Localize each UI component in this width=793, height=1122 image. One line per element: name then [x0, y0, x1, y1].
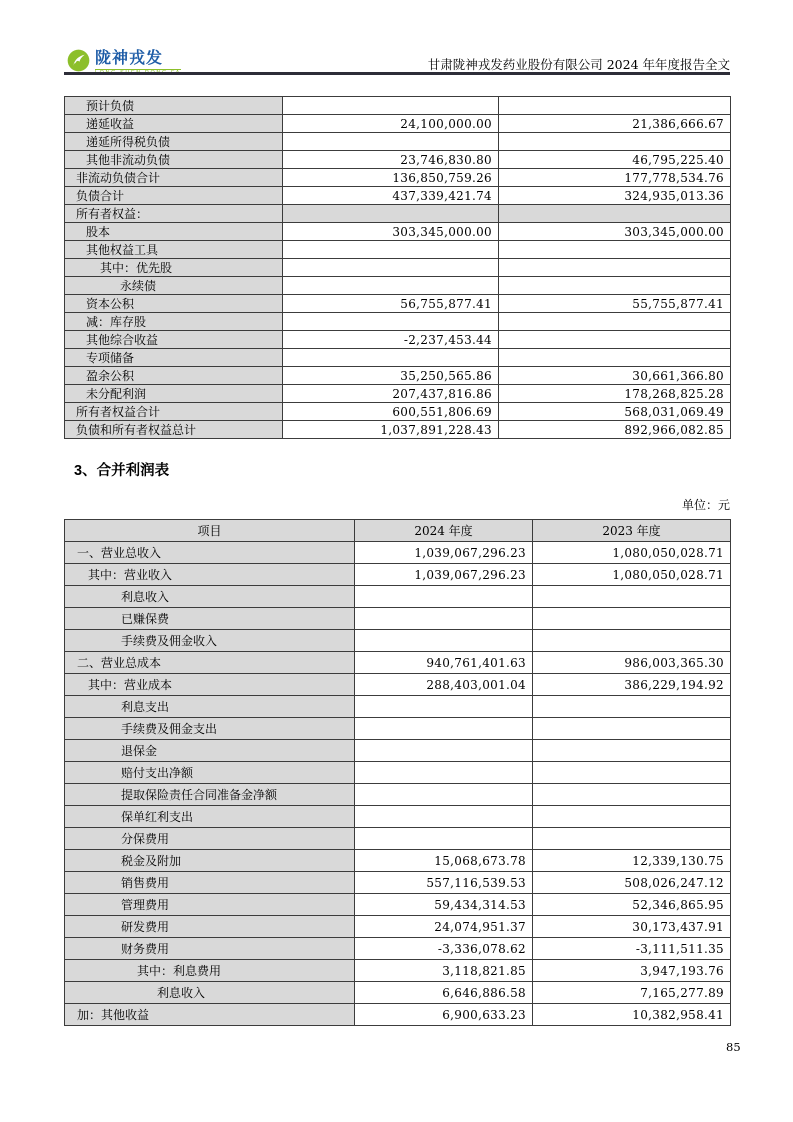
- unit-label: 单位：元: [681, 498, 730, 512]
- value-2023: 12,339,130.75: [533, 850, 731, 872]
- value-2023: 386,229,194.92: [533, 674, 731, 696]
- value-2023: [533, 828, 731, 850]
- row-label: 其中：营业成本: [65, 674, 355, 696]
- value-prior: [499, 277, 731, 295]
- table-row: [65, 696, 731, 718]
- value-prior: 21,386,666.67: [499, 115, 731, 133]
- row-label: 负债和所有者权益总计: [65, 421, 283, 439]
- value-current: 136,850,759.26: [283, 169, 499, 187]
- value-prior: [499, 97, 731, 115]
- table-row: [65, 828, 731, 850]
- value-prior: 892,966,082.85: [499, 421, 731, 439]
- value-2023: 1,080,050,028.71: [533, 542, 731, 564]
- value-2024: 557,116,539.53: [355, 872, 533, 894]
- value-2023: [533, 586, 731, 608]
- value-2024: 59,434,314.53: [355, 894, 533, 916]
- value-2023: 10,382,958.41: [533, 1004, 731, 1026]
- table-row: [65, 331, 731, 349]
- value-prior: 324,935,013.36: [499, 187, 731, 205]
- value-2023: 3,947,193.76: [533, 960, 731, 982]
- value-current: -2,237,453.44: [283, 331, 499, 349]
- value-2024: [355, 784, 533, 806]
- value-2023: [533, 630, 731, 652]
- column-header: 2023 年度: [533, 520, 731, 542]
- value-2023: 986,003,365.30: [533, 652, 731, 674]
- value-2024: [355, 696, 533, 718]
- table-row: [65, 806, 731, 828]
- row-label: 资本公积: [65, 295, 283, 313]
- logo-company-name: 陇神戎发: [95, 50, 164, 67]
- table-row: [65, 960, 731, 982]
- value-prior: [499, 133, 731, 151]
- column-header: 项目: [65, 520, 355, 542]
- row-label: 非流动负债合计: [65, 169, 283, 187]
- row-label: 税金及附加: [65, 850, 355, 872]
- value-prior: 568,031,069.49: [499, 403, 731, 421]
- value-prior: 177,778,534.76: [499, 169, 731, 187]
- row-label: 利息收入: [65, 982, 355, 1004]
- table-row: [65, 1004, 731, 1026]
- row-label: 退保金: [65, 740, 355, 762]
- row-label: 手续费及佣金收入: [65, 630, 355, 652]
- row-label: 专项储备: [65, 349, 283, 367]
- value-2023: [533, 608, 731, 630]
- row-label: 其中：优先股: [65, 259, 283, 277]
- value-current: [283, 241, 499, 259]
- value-prior: [499, 205, 731, 223]
- row-label: 所有者权益：: [65, 205, 283, 223]
- value-prior: [499, 331, 731, 349]
- table-row: [65, 241, 731, 259]
- row-label: 利息收入: [65, 586, 355, 608]
- row-label: 递延收益: [65, 115, 283, 133]
- table-row: [65, 850, 731, 872]
- row-label: 盈余公积: [65, 367, 283, 385]
- value-current: [283, 205, 499, 223]
- value-2023: [533, 740, 731, 762]
- table-header-row: [65, 520, 731, 542]
- value-2024: 24,074,951.37: [355, 916, 533, 938]
- table-row: [65, 169, 731, 187]
- table-row: [65, 894, 731, 916]
- table-row: [65, 608, 731, 630]
- table-row: [65, 403, 731, 421]
- logo-bird-icon: [67, 49, 90, 72]
- row-label: 其他权益工具: [65, 241, 283, 259]
- value-2024: 1,039,067,296.23: [355, 542, 533, 564]
- value-2024: 6,646,886.58: [355, 982, 533, 1004]
- value-current: 35,250,565.86: [283, 367, 499, 385]
- balance-sheet-table: [64, 96, 731, 439]
- table-row: [65, 97, 731, 115]
- value-current: [283, 277, 499, 295]
- value-current: [283, 133, 499, 151]
- value-current: 207,437,816.86: [283, 385, 499, 403]
- value-2024: [355, 806, 533, 828]
- table-row: [65, 630, 731, 652]
- value-2024: 15,068,673.78: [355, 850, 533, 872]
- table-row: [65, 982, 731, 1004]
- value-2024: 1,039,067,296.23: [355, 564, 533, 586]
- value-2024: 6,900,633.23: [355, 1004, 533, 1026]
- table-row: [65, 313, 731, 331]
- table-row: [65, 115, 731, 133]
- value-current: 1,037,891,228.43: [283, 421, 499, 439]
- row-label: 递延所得税负债: [65, 133, 283, 151]
- value-2023: [533, 762, 731, 784]
- row-label: 其他综合收益: [65, 331, 283, 349]
- value-current: [283, 97, 499, 115]
- value-2024: 940,761,401.63: [355, 652, 533, 674]
- row-label: 所有者权益合计: [65, 403, 283, 421]
- row-label: 研发费用: [65, 916, 355, 938]
- table-row: [65, 872, 731, 894]
- table-row: [65, 223, 731, 241]
- value-prior: 30,661,366.80: [499, 367, 731, 385]
- value-current: 303,345,000.00: [283, 223, 499, 241]
- value-2023: 30,173,437.91: [533, 916, 731, 938]
- table-row: [65, 674, 731, 696]
- table-row: [65, 385, 731, 403]
- value-2024: [355, 718, 533, 740]
- income-statement-heading: 3、合并利润表: [74, 463, 170, 479]
- value-2023: -3,111,511.35: [533, 938, 731, 960]
- value-current: 56,755,877.41: [283, 295, 499, 313]
- table-row: [65, 187, 731, 205]
- table-row: [65, 367, 731, 385]
- table-row: [65, 421, 731, 439]
- row-label: 管理费用: [65, 894, 355, 916]
- value-prior: 46,795,225.40: [499, 151, 731, 169]
- row-label: 销售费用: [65, 872, 355, 894]
- row-label: 减：库存股: [65, 313, 283, 331]
- row-label: 其中：利息费用: [65, 960, 355, 982]
- row-label: 提取保险责任合同准备金净额: [65, 784, 355, 806]
- value-prior: [499, 313, 731, 331]
- row-label: 股本: [65, 223, 283, 241]
- value-2024: [355, 586, 533, 608]
- value-2023: [533, 718, 731, 740]
- row-label: 分保费用: [65, 828, 355, 850]
- row-label: 二、营业总成本: [65, 652, 355, 674]
- value-2023: 52,346,865.95: [533, 894, 731, 916]
- value-current: 437,339,421.74: [283, 187, 499, 205]
- table-row: [65, 205, 731, 223]
- value-prior: 55,755,877.41: [499, 295, 731, 313]
- value-prior: [499, 241, 731, 259]
- row-label: 未分配利润: [65, 385, 283, 403]
- table-row: [65, 133, 731, 151]
- value-prior: 303,345,000.00: [499, 223, 731, 241]
- value-2024: 3,118,821.85: [355, 960, 533, 982]
- row-label: 保单红利支出: [65, 806, 355, 828]
- table-row: [65, 916, 731, 938]
- row-label: 利息支出: [65, 696, 355, 718]
- table-row: [65, 564, 731, 586]
- value-current: 24,100,000.00: [283, 115, 499, 133]
- table-row: [65, 718, 731, 740]
- table-row: [65, 151, 731, 169]
- value-prior: [499, 349, 731, 367]
- column-header: 2024 年度: [355, 520, 533, 542]
- value-current: [283, 313, 499, 331]
- table-row: [65, 295, 731, 313]
- value-2023: [533, 784, 731, 806]
- table-row: [65, 349, 731, 367]
- row-label: 一、营业总收入: [65, 542, 355, 564]
- table-row: [65, 652, 731, 674]
- value-current: 600,551,806.69: [283, 403, 499, 421]
- value-2024: [355, 762, 533, 784]
- value-2023: [533, 696, 731, 718]
- value-2024: -3,336,078.62: [355, 938, 533, 960]
- row-label: 已赚保费: [65, 608, 355, 630]
- value-current: [283, 259, 499, 277]
- income-statement-table: [64, 519, 731, 1026]
- page-number: 85: [726, 1040, 741, 1054]
- table-row: [65, 740, 731, 762]
- value-2024: [355, 630, 533, 652]
- row-label: 其中：营业收入: [65, 564, 355, 586]
- value-2023: 7,165,277.89: [533, 982, 731, 1004]
- value-prior: 178,268,825.28: [499, 385, 731, 403]
- value-current: 23,746,830.80: [283, 151, 499, 169]
- row-label: 其他非流动负债: [65, 151, 283, 169]
- row-label: 加：其他收益: [65, 1004, 355, 1026]
- report-header-title: 甘肃陇神戎发药业股份有限公司 2024 年年度报告全文: [427, 57, 730, 72]
- row-label: 赔付支出净额: [65, 762, 355, 784]
- table-row: [65, 938, 731, 960]
- value-2023: 1,080,050,028.71: [533, 564, 731, 586]
- row-label: 永续债: [65, 277, 283, 295]
- value-2023: 508,026,247.12: [533, 872, 731, 894]
- row-label: 预计负债: [65, 97, 283, 115]
- table-row: [65, 277, 731, 295]
- value-2024: [355, 740, 533, 762]
- table-row: [65, 259, 731, 277]
- table-row: [65, 784, 731, 806]
- value-current: [283, 349, 499, 367]
- value-2024: 288,403,001.04: [355, 674, 533, 696]
- table-row: [65, 762, 731, 784]
- value-2024: [355, 828, 533, 850]
- row-label: 手续费及佣金支出: [65, 718, 355, 740]
- table-row: [65, 586, 731, 608]
- row-label: 负债合计: [65, 187, 283, 205]
- row-label: 财务费用: [65, 938, 355, 960]
- header-divider: [64, 72, 730, 75]
- table-row: [65, 542, 731, 564]
- value-2024: [355, 608, 533, 630]
- value-prior: [499, 259, 731, 277]
- value-2023: [533, 806, 731, 828]
